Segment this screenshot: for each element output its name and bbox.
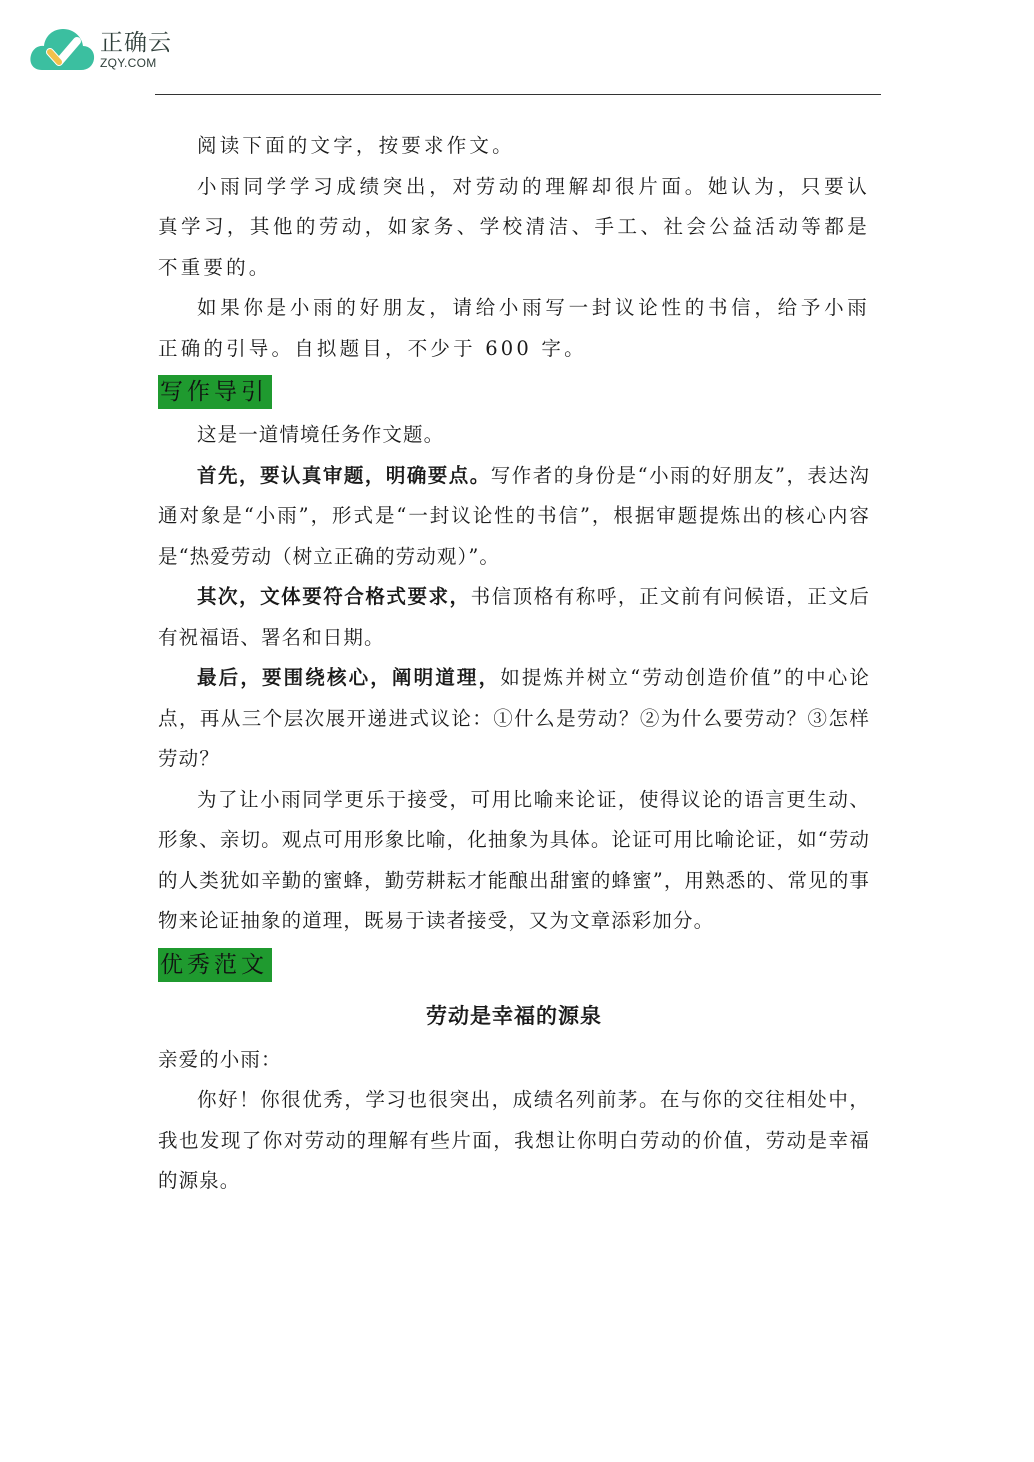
- header-divider: [155, 94, 881, 95]
- brand-name-en: ZQY.COM: [100, 56, 157, 70]
- guide-point-3-text: 如提炼并树立“劳动创造价值”的中心论点，再从三个层次展开递进式议论：①什么是劳动？②为什么要劳动？③怎样劳动？: [158, 666, 870, 770]
- prompt-instruction: 阅读下面的文字，按要求作文。: [197, 134, 515, 157]
- prompt-paragraph-2: 如果你是小雨的好朋友，请给小雨写一封议论性的书信，给予小雨正确的引导。自拟题目，不少于 600 字。: [158, 296, 870, 360]
- guide-paragraph-3: [158, 577, 870, 658]
- brand-header: [28, 22, 172, 78]
- essay-title: 劳动是幸福的源泉: [426, 1003, 602, 1028]
- guide-point-2-text: 书信顶格有称呼，正文前有问候语，正文后有祝福语、署名和日期。: [158, 585, 870, 649]
- guide-paragraph-1: 这是一道情境任务作文题。: [197, 423, 445, 446]
- guide-point-1-bold: 首先，要认真审题，明确要点。: [197, 463, 491, 487]
- essay-paragraph-1: 你好！你很优秀，学习也很突出，成绩名列前茅。在与你的交往相处中，我也发现了你对劳动的理解有些片面，我想让你明白劳动的价值，劳动是幸福的源泉。: [158, 1088, 870, 1192]
- prompt-paragraph-1: 小雨同学学习成绩突出，对劳动的理解却很片面。她认为，只要认真学习，其他的劳动，如家务、学校清洁、手工、社会公益活动等都是不重要的。: [158, 174, 870, 279]
- guide-paragraph-5: 为了让小雨同学更乐于接受，可用比喻来论证，使得议论的语言更生动、形象、亲切。观点可用形象比喻，化抽象为具体。论证可用比喻论证，如“劳动的人类犹如辛勤的蜜蜂，勤劳耕耘才能酿出甜蜜的蜂蜜”，用熟悉的、常见的事物来论证抽象的道理，既易于读者接受，又为文章添彩加分。: [158, 787, 870, 932]
- essay-salutation: 亲爱的小雨：: [158, 1047, 282, 1071]
- guide-paragraph-2: [158, 456, 870, 578]
- guide-paragraph-4: [158, 658, 870, 780]
- brand-name-cn: 正确云: [100, 30, 172, 56]
- guide-point-2-bold: 其次，文体要符合格式要求，: [197, 585, 471, 608]
- section-heading-guide: 写作导引: [158, 375, 272, 409]
- brand-wordmark: [100, 30, 172, 70]
- cloud-check-logo-icon: [28, 24, 96, 76]
- guide-point-1-text: 写作者的身份是“小雨的好朋友”，表达沟通对象是“小雨”，形式是“一封议论性的书信”，根据审题提炼出的核心内容是“热爱劳动（树立正确的劳动观）”。: [158, 463, 870, 568]
- document-body: [158, 126, 870, 1202]
- section-heading-essay: 优秀范文: [158, 948, 272, 982]
- guide-point-3-bold: 最后，要围绕核心，阐明道理，: [197, 666, 501, 689]
